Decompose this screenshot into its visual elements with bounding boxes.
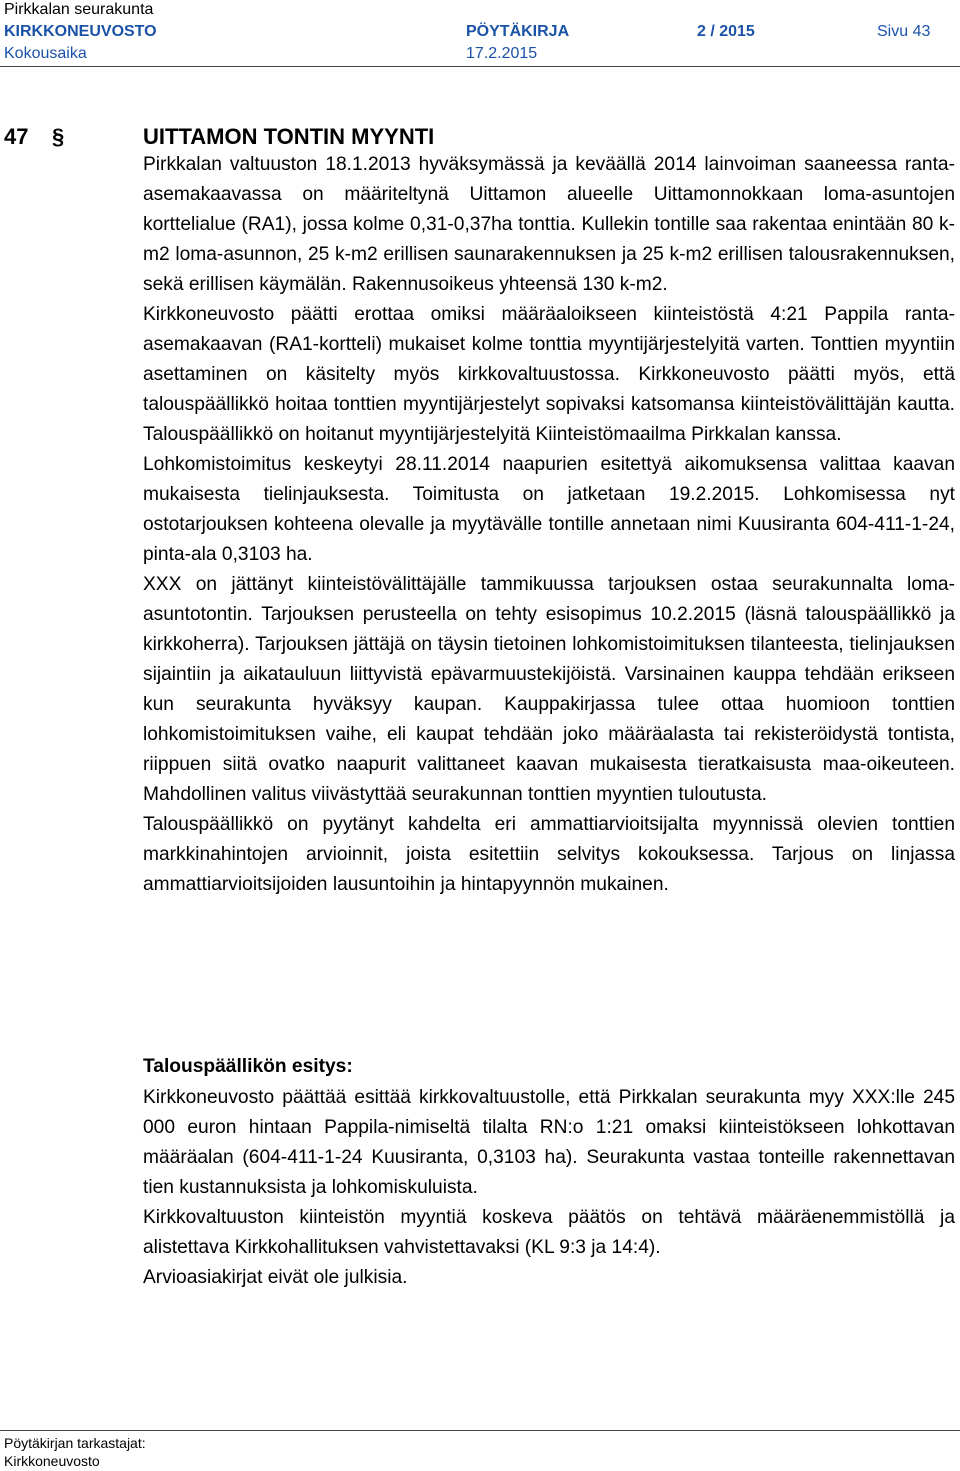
page-number: Sivu 43 [877, 23, 931, 40]
footer-label: Pöytäkirjan tarkastajat: [4, 1435, 146, 1451]
document-type: PÖYTÄKIRJA [466, 23, 570, 40]
proposal-body [143, 1083, 955, 1293]
meeting-date: 17.2.2015 [466, 45, 538, 62]
body-name: KIRKKONEUVOSTO [4, 23, 157, 40]
paragraph: Lohkomistoimitus keskeytyi 28.11.2014 naapurien esitettyä aikomuksensa valittaa kaavan mukaisesta tielinjauksesta. Toimitusta on jatketaan 19.2.2015. Lohkomisessa nyt ostotarjouksen kohteena olevalle ja myytävälle tontille annetaan nimi Kuusiranta 604-411-1-24, pinta-ala 0,3103 ha. [143, 454, 955, 565]
paragraph: Pirkkalan valtuuston 18.1.2013 hyväksymässä ja keväällä 2014 lainvoiman saaneessa ranta-asemakaavassa on määriteltynä Uittamon alueelle Uittamonnokkaan loma-asuntojen korttelialue (RA1), jossa kolme 0,31-0,37ha tonttia. Kullekin tontille saa rakentaa enintään 80 k-m2 loma-asunnon, 25 k-m2 erillisen saunarakennuksen ja 25 k-m2 erillisen talousrakennuksen, sekä erillisen käymälän. Rakennusoikeus yhteensä 130 k-m2. [143, 154, 955, 295]
item-body [143, 150, 955, 900]
paragraph: Kirkkoneuvosto päätti erottaa omiksi määräaloikseen kiinteistöstä 4:21 Pappila ranta-asemakaavan (RA1-kortteli) mukaiset kolme tonttia myyntijärjestelyitä varten. Tonttien myyntiin asettaminen on käsitelty myös kirkkovaltuustossa. Kirkkoneuvosto päätti myös, että talouspäällikkö hoitaa tonttien myyntijärjestelyt sopivaksi katsomansa kiinteistövälittäjän kautta. Talouspäällikkö on hoitanut myyntijärjestelyitä Kiinteistömaailma Pirkkalan kanssa. [143, 304, 955, 445]
paragraph: XXX on jättänyt kiinteistövälittäjälle tammikuussa tarjouksen ostaa seurakunnalta loma-asuntotontin. Tarjouksen perusteella on tehty esisopimus 10.2.2015 (läsnä talouspäällikkö ja kirkkoherra). Tarjouksen jättäjä on täysin tietoinen lohkomistoimituksen tilanteesta, tielinjauksen sijaintiin ja aikatauluun liittyvistä epävarmuustekijöistä. Varsinainen kauppa tehdään erikseen kun seurakunta hyväksyy kaupan. Kauppakirjassa tulee ottaa huomioon tonttien lohkomistoimituksen vaihe, eli kaupat tehdään joko määräalasta tai rekisteröidystä tontista, riippuen siitä ovatko naapurit valittaneet kaavan mukaisesta tieratkaisusta maa-oikeuteen. Mahdollinen valitus viivästyttää seurakunnan tonttien myyntien tuloutusta. [143, 574, 955, 805]
proposal-heading: Talouspäällikön esitys: [143, 1056, 353, 1077]
footer-rule [0, 1430, 960, 1431]
issue-number: 2 / 2015 [697, 23, 755, 40]
paragraph: Kirkkovaltuuston kiinteistön myyntiä koskeva päätös on tehtävä määräenemmistöllä ja alistettava Kirkkohallituksen vahvistettavaksi (KL 9:3 ja 14:4). [143, 1207, 955, 1258]
header-rule [0, 66, 960, 67]
organization-name: Pirkkalan seurakunta [4, 1, 154, 18]
item-number: 47 [4, 124, 29, 149]
paragraph: Arvioasiakirjat eivät ole julkisia. [143, 1267, 408, 1288]
paragraph: Talouspäällikkö on pyytänyt kahdelta eri ammattiarvioitsijalta myynnissä olevien tonttien markkinahintojen arvioinnit, joista esitettiin selvitys kokouksessa. Tarjous on linjassa ammattiarvioitsijoiden lausuntoihin ja hintapyynnön mukainen. [143, 814, 955, 895]
section-sign: § [52, 124, 65, 149]
item-title: UITTAMON TONTIN MYYNTI [143, 124, 435, 149]
footer-body-name: Kirkkoneuvosto [4, 1453, 100, 1469]
meeting-label: Kokousaika [4, 45, 87, 62]
paragraph: Kirkkoneuvosto päättää esittää kirkkovaltuustolle, että Pirkkalan seurakunta myy XXX:lle 245 000 euron hintaan Pappila-nimiseltä tilalta RN:o 1:21 omaksi kiinteistökseen lohkottavan määräalan (604-411-1-24 Kuusiranta, 0,3103 ha). Seurakunta vastaa tonteille rakennettavan tien kustannuksista ja lohkomiskuluista. [143, 1087, 955, 1198]
